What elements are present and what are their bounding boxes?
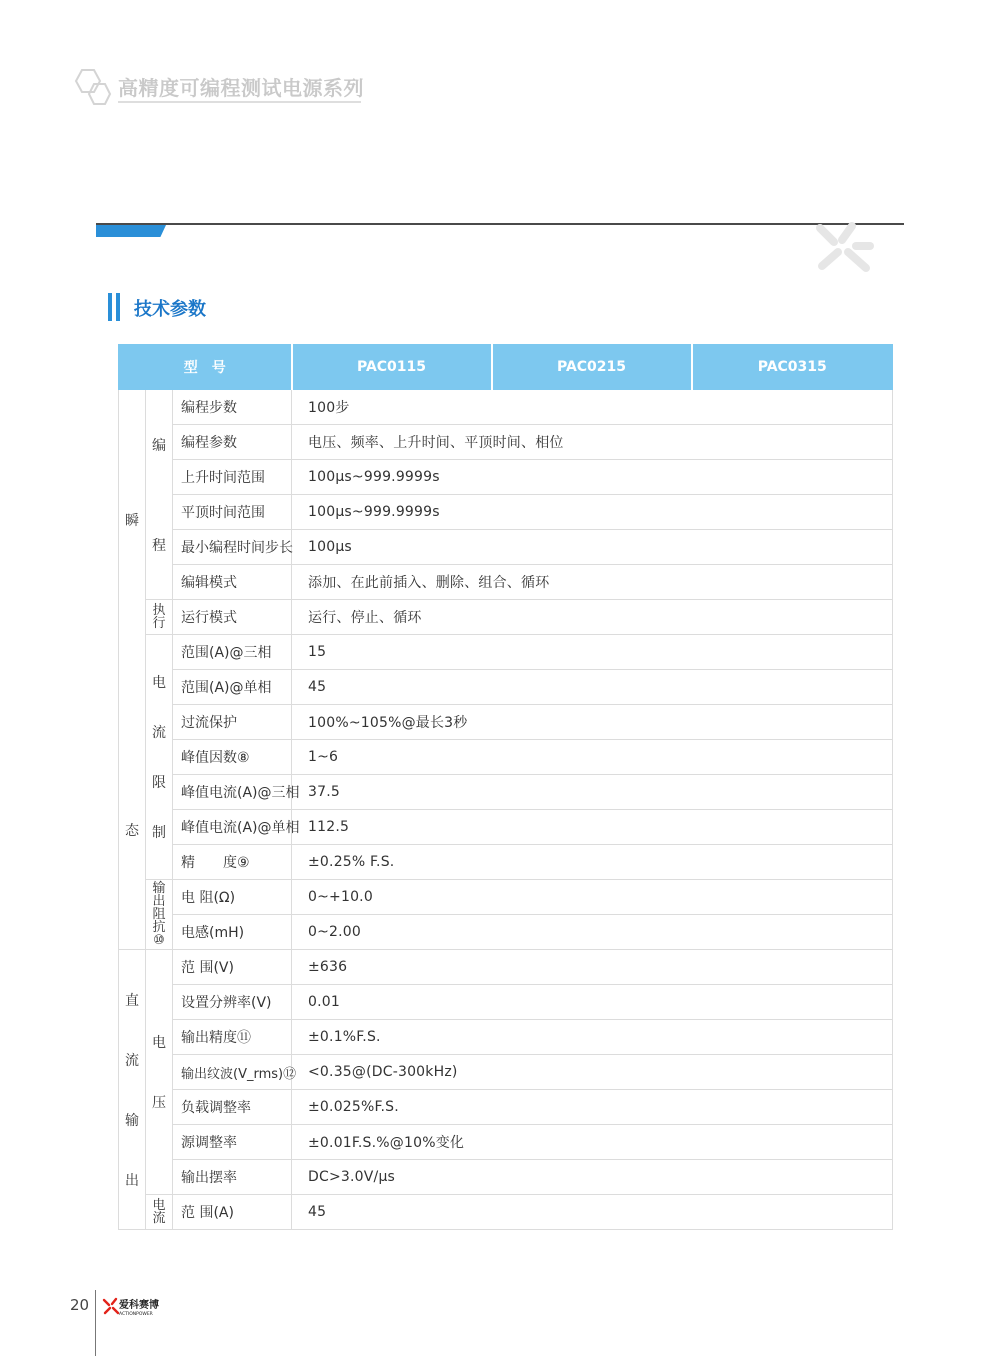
param-value: <0.35@(DC-300kHz) <box>292 1055 893 1090</box>
table-row <box>119 985 893 1020</box>
category-char: 态 <box>125 822 139 839</box>
subgroup-char: 行 <box>152 616 166 631</box>
table-row <box>119 1090 893 1125</box>
program-subgroup-cell <box>146 390 173 600</box>
param-value: ±0.01F.S.%@10%变化 <box>292 1125 893 1160</box>
param-value: 100µs <box>292 530 893 565</box>
table-row <box>119 425 893 460</box>
model-header-pac0115: PAC0115 <box>292 345 492 390</box>
title-underline <box>118 101 361 103</box>
param-label: 运行模式 <box>173 600 292 635</box>
param-label: 电 阻(Ω) <box>173 880 292 915</box>
category-char: 瞬 <box>125 512 139 529</box>
table-row <box>119 950 893 985</box>
param-label: 输出纹波(V_rms)⑫ <box>173 1055 292 1090</box>
param-label: 输出摆率 <box>173 1160 292 1195</box>
subgroup-char: 电 <box>152 1198 166 1213</box>
param-label: 最小编程时间步长 <box>173 530 292 565</box>
param-value: ±0.1%F.S. <box>292 1020 893 1055</box>
table-row <box>119 670 893 705</box>
document-series-title: 高精度可编程测试电源系列 <box>118 76 364 100</box>
table-row <box>119 845 893 880</box>
hexagon-logo-icon <box>68 66 112 110</box>
table-row <box>119 600 893 635</box>
subgroup-char: 电 <box>152 675 166 691</box>
param-value: 37.5 <box>292 775 893 810</box>
subgroup-char: 抗 <box>152 920 166 935</box>
param-label: 范 围(V) <box>173 950 292 985</box>
table-row <box>119 1020 893 1055</box>
table-row <box>119 1055 893 1090</box>
table-row <box>119 880 893 915</box>
subgroup-char: 阻 <box>152 907 166 922</box>
table-row <box>119 775 893 810</box>
param-label: 范围(A)@三相 <box>173 635 292 670</box>
param-label: 上升时间范围 <box>173 460 292 495</box>
param-value: 15 <box>292 635 893 670</box>
param-label: 精 度⑨ <box>173 845 292 880</box>
page-number: 20 <box>70 1296 90 1314</box>
execute-subgroup-cell <box>146 600 173 635</box>
table-row <box>119 705 893 740</box>
param-label: 过流保护 <box>173 705 292 740</box>
param-value: 电压、频率、上升时间、平顶时间、相位 <box>292 425 893 460</box>
section-title: 技术参数 <box>134 299 206 320</box>
brand-name-cn: 爱科赛博 <box>119 1300 159 1311</box>
param-value: 112.5 <box>292 810 893 845</box>
param-label: 范 围(A) <box>173 1195 292 1230</box>
param-value: DC>3.0V/µs <box>292 1160 893 1195</box>
table-row <box>119 1160 893 1195</box>
param-label: 峰值因数⑧ <box>173 740 292 775</box>
param-value: 100µs~999.9999s <box>292 460 893 495</box>
param-label: 设置分辨率(V) <box>173 985 292 1020</box>
subgroup-char: 程 <box>152 537 166 554</box>
table-header-row <box>119 345 893 390</box>
param-value: ±636 <box>292 950 893 985</box>
param-label: 峰值电流(A)@单相 <box>173 810 292 845</box>
param-value: 100µs~999.9999s <box>292 495 893 530</box>
param-value: 运行、停止、循环 <box>292 600 893 635</box>
param-label: 平顶时间范围 <box>173 495 292 530</box>
subgroup-char: 制 <box>152 825 166 841</box>
brand-name-en: ACTIONPOWER <box>119 1312 153 1317</box>
table-row <box>119 565 893 600</box>
subgroup-char: 流 <box>152 1211 166 1226</box>
subgroup-char: 流 <box>152 725 166 741</box>
subgroup-char: 出 <box>152 894 166 909</box>
param-label: 编程参数 <box>173 425 292 460</box>
divider-line <box>96 223 904 225</box>
table-row <box>119 390 893 425</box>
param-label: 电感(mH) <box>173 915 292 950</box>
param-label: 编程步数 <box>173 390 292 425</box>
param-label: 源调整率 <box>173 1125 292 1160</box>
output-impedance-subgroup-cell <box>146 880 173 950</box>
company-logo-icon <box>102 1297 170 1317</box>
subgroup-char: 电 <box>152 1035 166 1051</box>
divider-accent <box>96 225 166 237</box>
brand-watermark-icon <box>812 218 874 276</box>
subgroup-char: 限 <box>152 775 166 791</box>
model-header-pac0215: PAC0215 <box>492 345 692 390</box>
table-row <box>119 810 893 845</box>
param-label: 输出精度⑪ <box>173 1020 292 1055</box>
table-row <box>119 460 893 495</box>
section-marker-bar <box>116 293 120 321</box>
param-value: 100步 <box>292 390 893 425</box>
param-value: 添加、在此前插入、删除、组合、循环 <box>292 565 893 600</box>
subgroup-char: 压 <box>152 1095 166 1111</box>
current-limit-subgroup-cell <box>146 635 173 880</box>
param-value: 0.01 <box>292 985 893 1020</box>
param-value: ±0.25% F.S. <box>292 845 893 880</box>
subgroup-char: 执 <box>152 603 166 618</box>
param-value: 45 <box>292 670 893 705</box>
table-row <box>119 1125 893 1160</box>
transient-category-cell <box>119 390 146 950</box>
subgroup-char: 编 <box>152 437 166 454</box>
param-value: 100%~105%@最长3秒 <box>292 705 893 740</box>
table-row <box>119 1195 893 1230</box>
table-row <box>119 495 893 530</box>
param-label: 编辑模式 <box>173 565 292 600</box>
table-row <box>119 915 893 950</box>
section-marker-bar <box>108 293 112 321</box>
param-value: 0~+10.0 <box>292 880 893 915</box>
param-label: 范围(A)@单相 <box>173 670 292 705</box>
table-row <box>119 740 893 775</box>
param-value: ±0.025%F.S. <box>292 1090 893 1125</box>
category-char: 直 <box>125 992 139 1009</box>
subgroup-char: 输 <box>152 881 166 896</box>
model-header-label: 型 号 <box>119 345 292 390</box>
dc-output-category-cell <box>119 950 146 1230</box>
param-value: 45 <box>292 1195 893 1230</box>
category-char: 输 <box>125 1112 139 1129</box>
category-char: 流 <box>125 1052 139 1069</box>
param-value: 1~6 <box>292 740 893 775</box>
model-header-pac0315: PAC0315 <box>692 345 893 390</box>
subgroup-char: ⑩ <box>153 933 165 948</box>
param-value: 0~2.00 <box>292 915 893 950</box>
param-label: 负载调整率 <box>173 1090 292 1125</box>
param-label: 峰值电流(A)@三相 <box>173 775 292 810</box>
voltage-subgroup-cell <box>146 950 173 1195</box>
table-row <box>119 635 893 670</box>
current-subgroup-cell <box>146 1195 173 1230</box>
spec-table <box>118 344 893 1230</box>
category-char: 出 <box>125 1172 139 1189</box>
table-row <box>119 530 893 565</box>
footer-divider <box>95 1290 96 1356</box>
